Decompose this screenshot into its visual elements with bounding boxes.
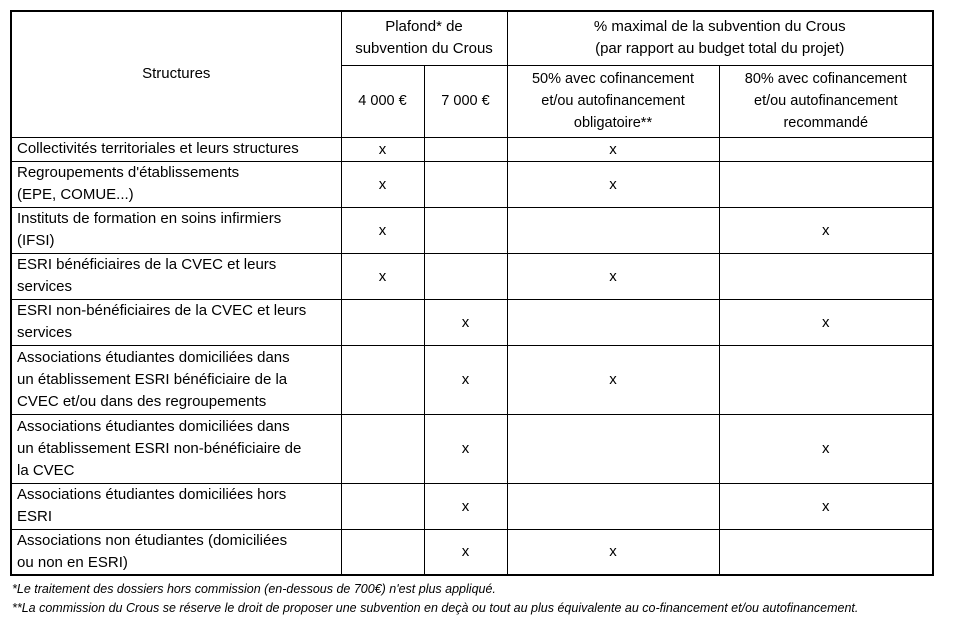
table-row	[11, 161, 933, 207]
row-label-line: un établissement ESRI bénéficiaire de la	[17, 370, 288, 388]
row-label-line: (EPE, COMUE...)	[17, 186, 134, 203]
table-row	[11, 137, 933, 161]
cell-7000	[424, 253, 507, 299]
row-label-line: la CVEC	[17, 461, 75, 479]
cell-50: x	[507, 161, 719, 207]
row-label-line: Associations étudiantes domiciliées dans	[17, 417, 290, 435]
cell-7000: x	[424, 345, 507, 414]
table-row	[11, 483, 933, 529]
header-percent-80-line2: et/ou autofinancement	[754, 93, 898, 109]
header-percent-80	[719, 65, 933, 137]
cell-4000	[341, 299, 424, 345]
cell-50: x	[507, 345, 719, 414]
cell-7000: x	[424, 299, 507, 345]
header-percent-80-line1: 80% avec cofinancement	[744, 71, 907, 87]
row-label-line: ou non en ESRI)	[17, 553, 128, 571]
header-amount-7000	[424, 65, 507, 137]
cell-4000: x	[341, 253, 424, 299]
header-plafond-line2: subvention du Crous	[355, 40, 493, 58]
cell-80: x	[719, 207, 933, 253]
table-row	[11, 207, 933, 253]
row-label-line: services	[17, 324, 73, 341]
cell-80	[719, 253, 933, 299]
cell-4000: x	[341, 207, 424, 253]
header-amount-4000	[341, 65, 424, 137]
row-label	[11, 253, 341, 299]
cell-7000	[424, 207, 507, 253]
row-label	[11, 137, 341, 161]
table-row	[11, 253, 933, 299]
cell-50: x	[507, 253, 719, 299]
row-label	[11, 299, 341, 345]
table-row	[11, 299, 933, 345]
row-label	[11, 345, 341, 414]
cell-7000: x	[424, 483, 507, 529]
cell-7000: x	[424, 529, 507, 575]
header-percent-line2: (par rapport au budget total du projet)	[595, 40, 845, 58]
header-plafond-line1: Plafond* de	[385, 18, 463, 36]
row-label-line: services	[17, 278, 73, 295]
cell-50: x	[507, 529, 719, 575]
row-label-line: CVEC et/ou dans des regroupements	[17, 392, 267, 410]
header-percent-50	[507, 65, 719, 137]
header-plafond	[341, 11, 507, 65]
cell-7000: x	[424, 414, 507, 483]
row-label-line: ESRI non-bénéficiaires de la CVEC et leurs	[17, 302, 307, 319]
row-label-line: Associations étudiantes domiciliées hors	[17, 486, 287, 503]
cell-80: x	[719, 414, 933, 483]
cell-4000: x	[341, 161, 424, 207]
footnotes	[10, 580, 932, 618]
row-label	[11, 161, 341, 207]
header-percent-50-line1: 50% avec cofinancement	[531, 71, 694, 87]
row-label-line: Regroupements d'établissements	[17, 164, 240, 181]
header-percent-50-line2: et/ou autofinancement	[541, 93, 685, 109]
footnote-1: *Le traitement des dossiers hors commission (en-dessous de 700€) n'est plus appliqué.	[12, 582, 496, 596]
header-structures	[11, 11, 341, 137]
header-amount-7000-text: 7 000 €	[441, 93, 490, 109]
row-label-line: Collectivités territoriales et leurs structures	[17, 140, 299, 157]
table-row	[11, 345, 933, 414]
cell-50: x	[507, 137, 719, 161]
row-label	[11, 207, 341, 253]
header-amount-4000-text: 4 000 €	[358, 93, 407, 109]
subsidy-table-container	[10, 10, 932, 618]
row-label-line: (IFSI)	[17, 232, 55, 249]
cell-7000	[424, 137, 507, 161]
cell-80: x	[719, 299, 933, 345]
row-label-line: Associations non étudiantes (domiciliées	[17, 531, 288, 549]
cell-4000	[341, 414, 424, 483]
cell-4000	[341, 483, 424, 529]
cell-80	[719, 345, 933, 414]
row-label	[11, 414, 341, 483]
table-row	[11, 414, 933, 483]
cell-80	[719, 529, 933, 575]
cell-80	[719, 161, 933, 207]
row-label-line: Instituts de formation en soins infirmiers	[17, 210, 282, 227]
cell-80	[719, 137, 933, 161]
footnote-2: **La commission du Crous se réserve le droit de proposer une subvention en deçà ou tout au plus équivalente au co-financement et/ou autofinancement.	[12, 601, 859, 615]
header-percent	[507, 11, 933, 65]
header-percent-50-line3: obligatoire**	[573, 115, 653, 131]
row-label	[11, 483, 341, 529]
table-row	[11, 529, 933, 575]
row-label	[11, 529, 341, 575]
cell-50	[507, 207, 719, 253]
row-label-line: un établissement ESRI non-bénéficiaire de	[17, 439, 302, 457]
row-label-line: Associations étudiantes domiciliées dans	[17, 348, 290, 366]
cell-7000	[424, 161, 507, 207]
subsidy-table	[10, 10, 934, 576]
cell-50	[507, 483, 719, 529]
header-percent-line1: % maximal de la subvention du Crous	[593, 18, 846, 36]
cell-4000: x	[341, 137, 424, 161]
cell-50	[507, 414, 719, 483]
cell-50	[507, 299, 719, 345]
cell-4000	[341, 345, 424, 414]
cell-4000	[341, 529, 424, 575]
header-structures-text: Structures	[142, 65, 211, 83]
row-label-line: ESRI bénéficiaires de la CVEC et leurs	[17, 256, 277, 273]
cell-80: x	[719, 483, 933, 529]
row-label-line: ESRI	[17, 508, 53, 525]
header-percent-80-line3: recommandé	[783, 115, 869, 131]
